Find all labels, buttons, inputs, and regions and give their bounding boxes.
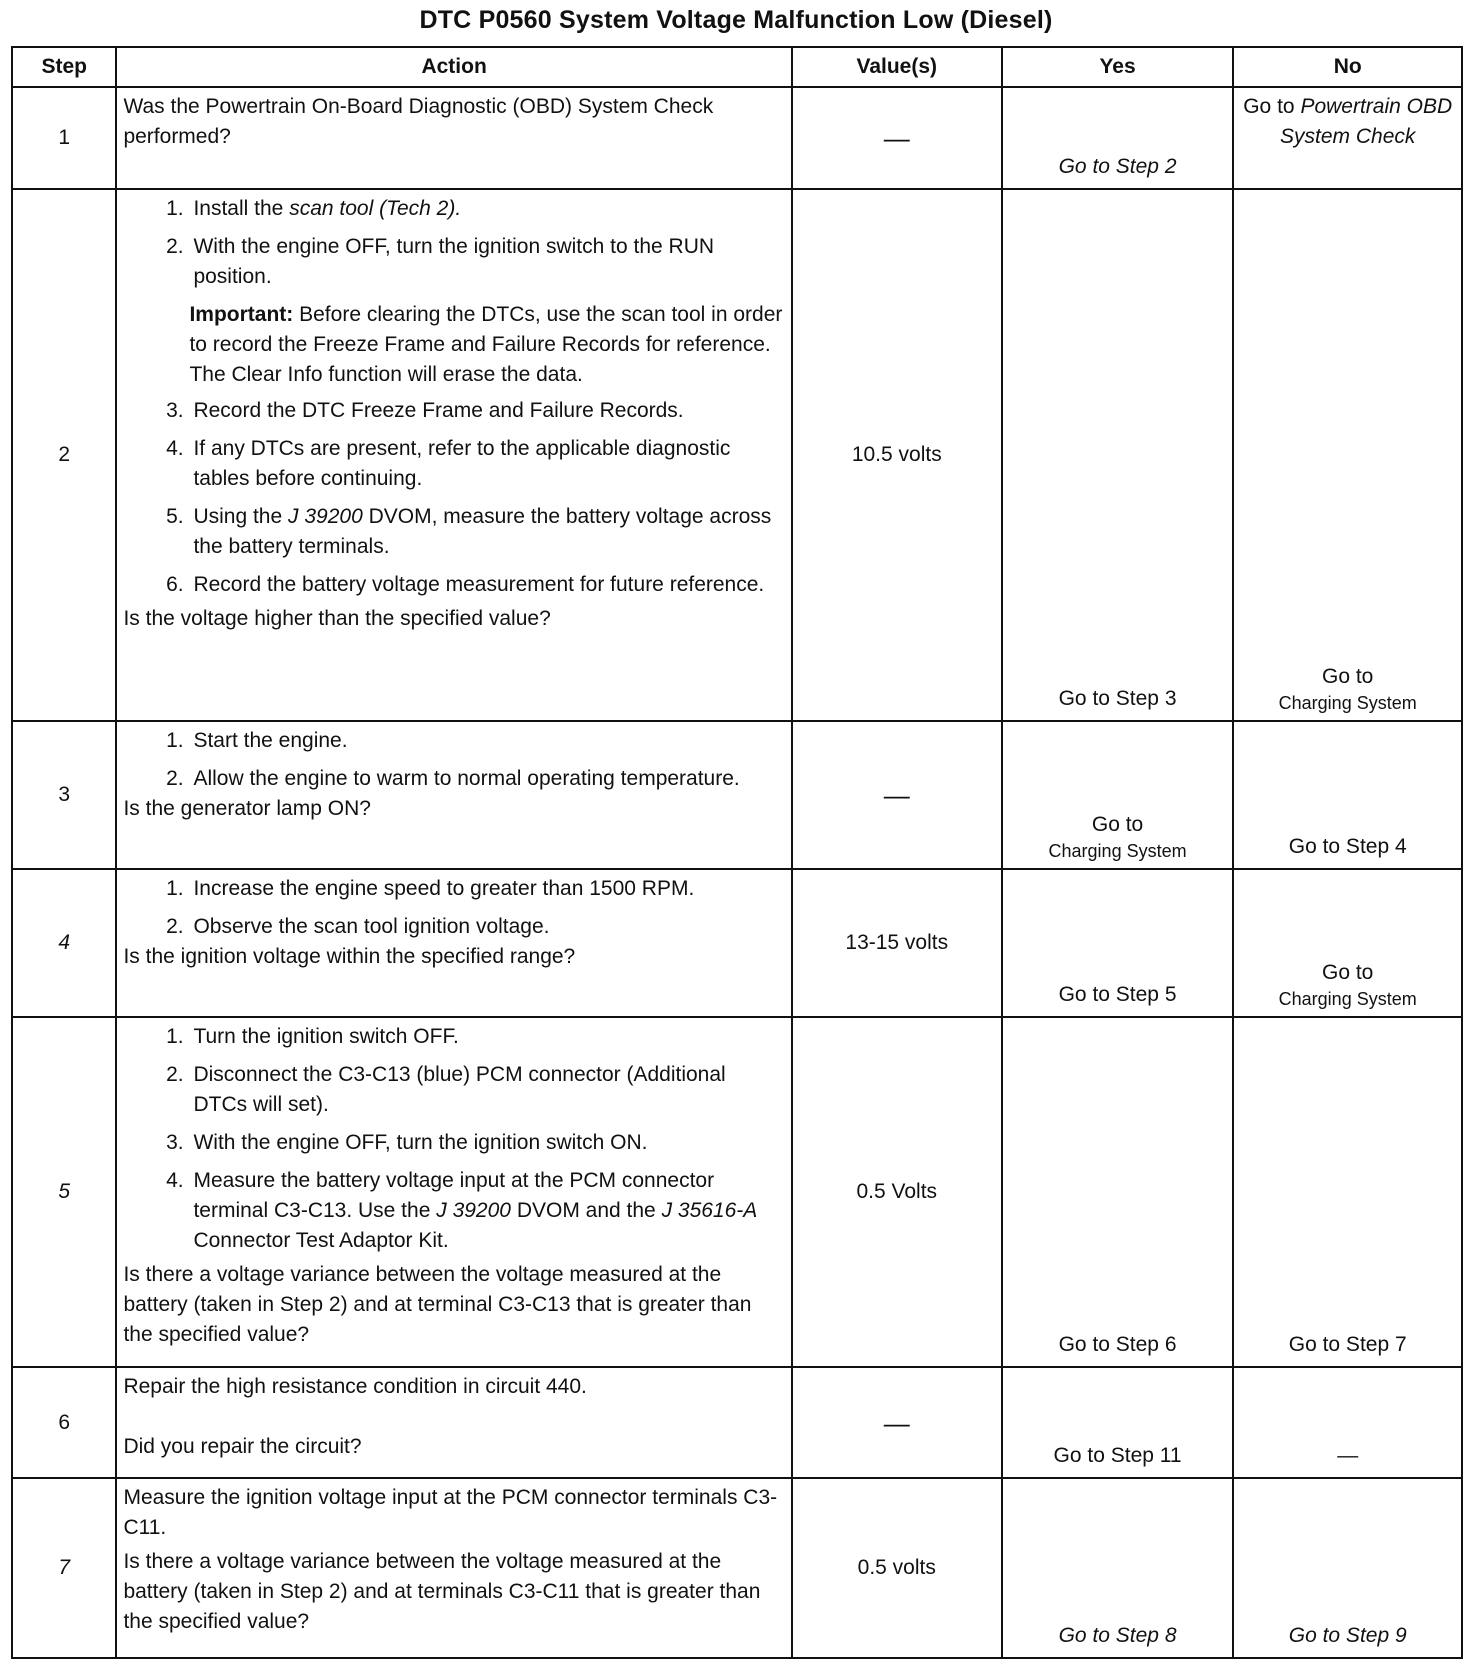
action-step: 1. Turn the ignition switch OFF.: [189, 1022, 784, 1052]
no-link[interactable]: Go to Step 4: [1233, 721, 1462, 869]
action-step: 2. Observe the scan tool ignition voltage.: [189, 912, 784, 942]
header-values: Value(s): [792, 47, 1002, 87]
table-row: [12, 1367, 1462, 1478]
action-instruction: Repair the high resistance condition in circuit 440.: [123, 1375, 587, 1398]
action-steps: [123, 194, 784, 292]
action-step: 3. Record the DTC Freeze Frame and Failure Records.: [189, 396, 784, 426]
action-step: 6. Record the battery voltage measurement for future reference.: [189, 570, 784, 600]
action-cell: [116, 87, 791, 189]
action-steps: [123, 726, 784, 794]
value-cell: 13-15 volts: [792, 869, 1002, 1017]
no-link[interactable]: Go to Step 7: [1233, 1017, 1462, 1367]
value-cell: —: [792, 1367, 1002, 1478]
diagnostic-table: [11, 46, 1463, 1659]
action-step: 1. Install the scan tool (Tech 2).: [189, 194, 784, 224]
action-instruction: Measure the ignition voltage input at the PCM connector terminals C3-C11.: [123, 1486, 778, 1539]
no-link[interactable]: Charging System: [1278, 989, 1417, 1009]
step-number: 3: [12, 721, 116, 869]
action-question: Is the generator lamp ON?: [123, 797, 371, 820]
action-step: 2. Disconnect the C3-C13 (blue) PCM connector (Additional DTCs will set).: [189, 1060, 784, 1120]
table-row: [12, 869, 1462, 1017]
no-prefix: Go to: [1322, 665, 1374, 688]
no-cell: [1233, 189, 1462, 721]
action-cell: [116, 1478, 791, 1658]
value-cell: —: [792, 721, 1002, 869]
no-link[interactable]: Powertrain OBD System Check: [1280, 95, 1453, 148]
yes-link[interactable]: Go to Step 11: [1002, 1367, 1234, 1478]
action-question: Is there a voltage variance between the voltage measured at the battery (taken in Step 2) and at terminals C3-C11 that is greater than the specified value?: [123, 1550, 761, 1633]
action-step: 4. Measure the battery voltage input at the PCM connector terminal C3-C13. Use the J 39200 DVOM and the J 35616-A Connector Test Adaptor Kit.: [189, 1166, 784, 1256]
important-note: Important: Before clearing the DTCs, use the scan tool in order to record the Freeze Frame and Failure Records for reference. The Clear Info function will erase the data.: [189, 303, 783, 386]
no-link[interactable]: Go to Step 9: [1233, 1478, 1462, 1658]
step-number: 6: [12, 1367, 116, 1478]
table-row: [12, 189, 1462, 721]
table-row: [12, 721, 1462, 869]
action-question: Is the ignition voltage within the specified range?: [123, 945, 576, 968]
action-step: 2. With the engine OFF, turn the ignition switch to the RUN position.: [189, 232, 784, 292]
no-cell: [1233, 869, 1462, 1017]
action-step: 1. Increase the engine speed to greater than 1500 RPM.: [189, 874, 784, 904]
no-prefix: Go to: [1243, 95, 1295, 118]
action-step: 3. With the engine OFF, turn the ignition switch ON.: [189, 1128, 784, 1158]
no-link[interactable]: Charging System: [1278, 693, 1417, 713]
no-cell: —: [1233, 1367, 1462, 1478]
action-steps: [123, 874, 784, 942]
action-question: Did you repair the circuit?: [123, 1435, 362, 1458]
action-step: 4. If any DTCs are present, refer to the applicable diagnostic tables before continuing.: [189, 434, 784, 494]
action-step: 2. Allow the engine to warm to normal operating temperature.: [189, 764, 784, 794]
action-cell: [116, 1367, 791, 1478]
value-cell: 10.5 volts: [792, 189, 1002, 721]
yes-link[interactable]: Go to Step 3: [1002, 189, 1234, 721]
step-number: 2: [12, 189, 116, 721]
step-number: 4: [12, 869, 116, 1017]
value-cell: 0.5 Volts: [792, 1017, 1002, 1367]
action-steps-cont: [123, 396, 784, 600]
step-number: 1: [12, 87, 116, 189]
yes-link[interactable]: Go to Step 8: [1002, 1478, 1234, 1658]
action-question: Is the voltage higher than the specified value?: [123, 607, 551, 630]
action-cell: [116, 1017, 791, 1367]
value-cell: 0.5 volts: [792, 1478, 1002, 1658]
yes-link[interactable]: Go to Step 6: [1002, 1017, 1234, 1367]
table-row: [12, 87, 1462, 189]
yes-cell: [1002, 721, 1234, 869]
no-cell: [1233, 87, 1462, 189]
action-question: Was the Powertrain On-Board Diagnostic (OBD) System Check performed?: [123, 95, 714, 148]
action-step: 1. Start the engine.: [189, 726, 784, 756]
yes-link[interactable]: Go to Step 5: [1002, 869, 1234, 1017]
yes-prefix: Go to: [1091, 813, 1144, 836]
header-action: Action: [116, 47, 791, 87]
action-steps: [123, 1022, 784, 1256]
action-cell: [116, 869, 791, 1017]
header-row: [12, 47, 1462, 87]
header-no: No: [1233, 47, 1462, 87]
action-cell: [116, 721, 791, 869]
table-row: [12, 1478, 1462, 1658]
action-step: 5. Using the J 39200 DVOM, measure the battery voltage across the battery terminals.: [189, 502, 784, 562]
step-number: 5: [12, 1017, 116, 1367]
action-question: Is there a voltage variance between the voltage measured at the battery (taken in Step 2) and at terminal C3-C13 that is greater than the specified value?: [123, 1263, 752, 1346]
step-number: 7: [12, 1478, 116, 1658]
action-cell: [116, 189, 791, 721]
header-yes: Yes: [1002, 47, 1234, 87]
page-title: DTC P0560 System Voltage Malfunction Low (Diesel): [419, 6, 1053, 34]
header-step: Step: [12, 47, 116, 87]
yes-link[interactable]: Go to Step 2: [1002, 87, 1234, 189]
no-prefix: Go to: [1322, 961, 1374, 984]
value-cell: —: [792, 87, 1002, 189]
table-row: [12, 1017, 1462, 1367]
yes-link[interactable]: Charging System: [1048, 841, 1187, 861]
